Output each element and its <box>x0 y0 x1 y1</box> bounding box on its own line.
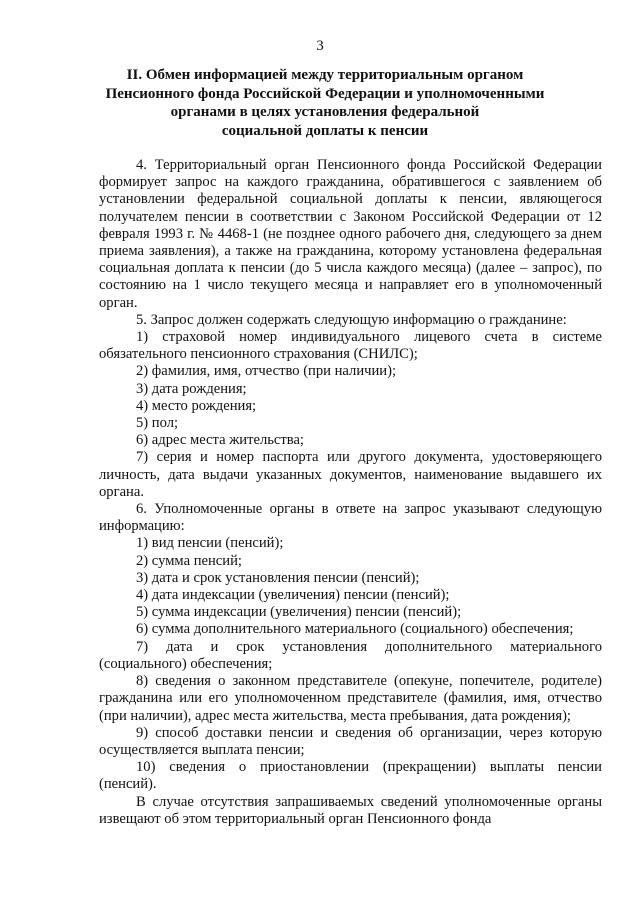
list-item: 7) серия и номер паспорта или другого документа, удостоверяющего личность, дата выдачи указанных документов, наименование выдавшего их органа. <box>99 449 602 500</box>
list-item: 4) дата индексации (увеличения) пенсии (пенсий); <box>136 587 450 604</box>
paragraph-closing: В случае отсутствия запрашиваемых сведений уполномоченные органы извещают об этом территориальный орган Пенсионного фонда <box>99 793 602 827</box>
list-item: 6) адрес места жительства; <box>136 432 304 449</box>
list-item: 3) дата рождения; <box>136 380 247 397</box>
list-item: 2) сумма пенсий; <box>136 552 242 569</box>
document-body <box>99 157 602 828</box>
paragraph-item-4: 4. Территориальный орган Пенсионного фонда Российской Федерации формирует запрос на каждого гражданина, обратившегося с заявлением об установлении федеральной социальной доплаты к пенсии, являющегося получателем пенсии в соответствии с Законом Российской Федерации от 12 февраля 1993 г. № 4468-1 (не позднее одного рабочего дня, следующего за днем приема заявления), а также на гражданина, которому установлена федеральная социальная доплата к пенсии (до 5 числа каждого месяца) (далее – запрос), по состоянию на 1 число текущего месяца и направляет его в уполномоченный орган. <box>99 157 602 311</box>
section-heading <box>100 66 550 140</box>
list-item: 1) вид пенсии (пенсий); <box>136 535 284 552</box>
page-number: 3 <box>316 38 324 54</box>
list-item: 2) фамилия, имя, отчество (при наличии); <box>136 363 397 380</box>
section-heading-line: Пенсионного фонда Российской Федерации и уполномоченными <box>105 85 545 102</box>
list-item: 10) сведения о приостановлении (прекращении) выплаты пенсии (пенсий). <box>99 759 602 793</box>
list-item: 4) место рождения; <box>136 397 257 414</box>
list-item: 6) сумма дополнительного материального (социального) обеспечения; <box>136 621 574 638</box>
list-item: 1) страховой номер индивидуального лицевого счета в системе обязательного пенсионного страхования (СНИЛС); <box>99 329 602 363</box>
section-heading-line: II. Обмен информацией между территориальным органом <box>126 67 524 83</box>
list-item: 7) дата и срок установления дополнительного материального (социального) обеспечения; <box>99 638 602 672</box>
list-item: 8) сведения о законном представителе (опекуне, попечителе, родителе) гражданина или его уполномоченном представителе (фамилия, имя, отчество (при наличии), адрес места жительства, места пребывания, дата рождения); <box>99 673 602 724</box>
paragraph-item-6: 6. Уполномоченные органы в ответе на запрос указывают следующую информацию: <box>99 501 602 535</box>
list-item: 9) способ доставки пенсии и сведения об организации, через которую осуществляется выплата пенсии; <box>99 724 602 758</box>
list-item: 5) пол; <box>136 415 179 432</box>
section-heading-line: органами в целях установления федеральной <box>170 104 480 120</box>
section-heading-line: социальной доплаты к пенсии <box>221 122 429 139</box>
list-item: 5) сумма индексации (увеличения) пенсии (пенсий); <box>136 604 462 621</box>
list-item: 3) дата и срок установления пенсии (пенсий); <box>136 569 420 586</box>
paragraph-item-5: 5. Запрос должен содержать следующую информацию о гражданине: <box>136 311 567 328</box>
